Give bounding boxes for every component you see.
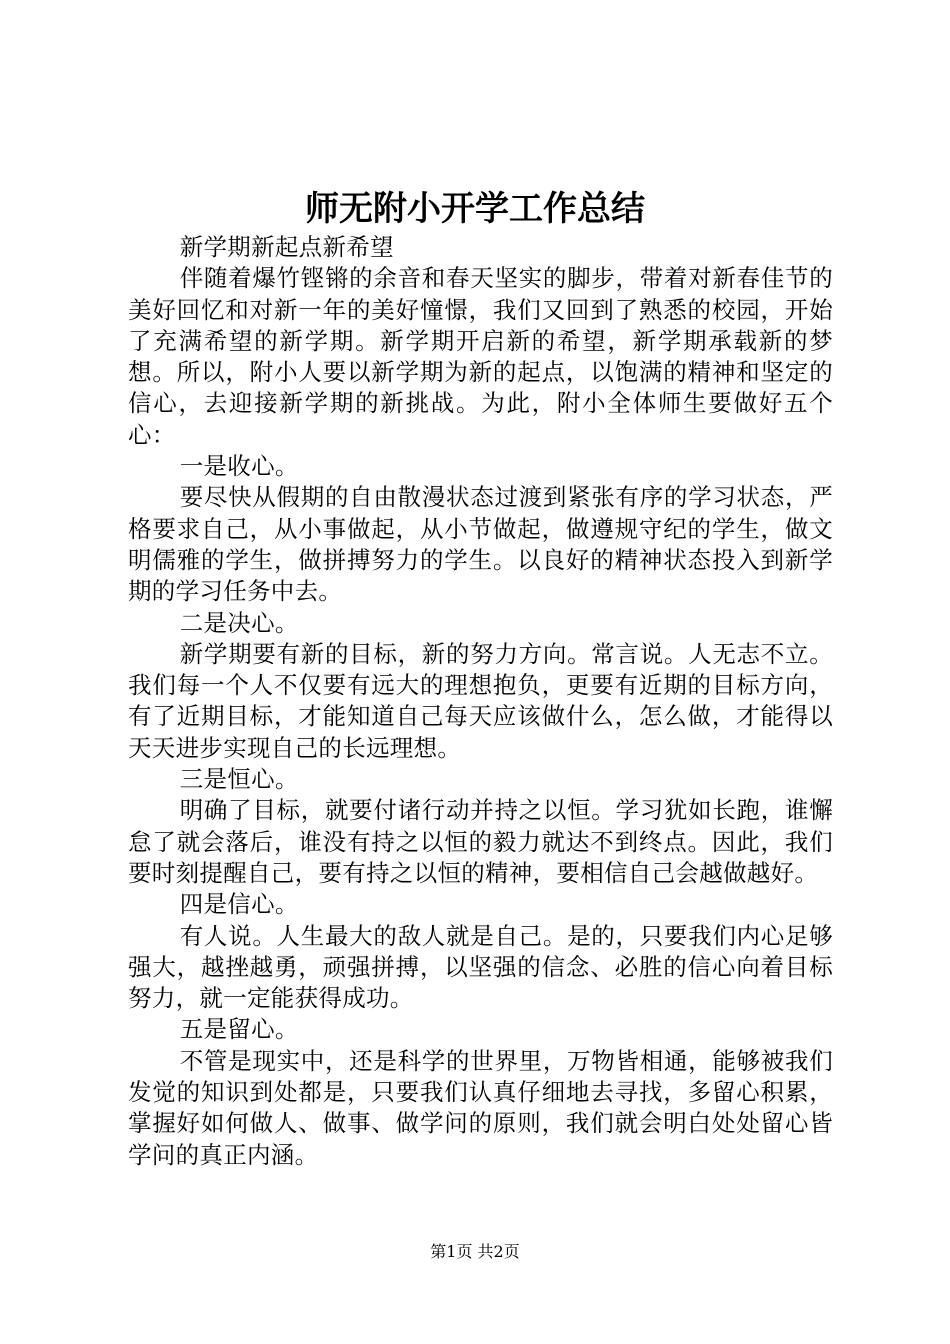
- document-title: 师无附小开学工作总结: [305, 189, 645, 229]
- paragraph-shouxin: 要尽快从假期的自由散漫状态过渡到紧张有序的学习状态，严格要求自己，从小事做起，从小节做起，做遵规守纪的学生，做文明儒雅的学生，做拼搏努力的学生。以良好的精神状态投入到新学期的学习任务中去。: [128, 483, 833, 606]
- paragraph-liuxin: 不管是现实中，还是科学的世界里，万物皆相通，能够被我们发觉的知识到处都是，只要我们认真仔细地去寻找，多留心积累，掌握好如何做人、做事、做学问的原则，我们就会明白处处留心皆学问的真正内涵。: [128, 1046, 833, 1169]
- heading-hengxin: 三是恒心。: [179, 765, 299, 794]
- heading-shouxin: 一是收心。: [179, 452, 299, 481]
- paragraph-juexin: 新学期要有新的目标，新的努力方向。常言说。人无志不立。我们每一个人不仅要有远大的理想抱负，更要有近期的目标方向，有了近期目标，才能知道自己每天应该做什么，怎么做，才能得以天天进步实现自己的长远理想。: [128, 639, 833, 762]
- page-footer: 第1页 共2页: [430, 1242, 520, 1261]
- paragraph-hengxin: 明确了目标，就要付诸行动并持之以恒。学习犹如长跑，谁懈怠了就会落后，谁没有持之以恒的毅力就达不到终点。因此，我们要时刻提醒自己，要有持之以恒的精神，要相信自己会越做越好。: [128, 796, 833, 887]
- document-body: [128, 232, 833, 1171]
- paragraph-intro: 伴随着爆竹铿锵的余音和春天坚实的脚步，带着对新春佳节的美好回忆和对新一年的美好憧憬，我们又回到了熟悉的校园，开始了充满希望的新学期。新学期开启新的希望，新学期承载新的梦想。所以，附小人要以新学期为新的起点，以饱满的精神和坚定的信心，去迎接新学期的新挑战。为此，附小全体师生要做好五个心：: [128, 264, 833, 449]
- heading-liuxin: 五是留心。: [179, 1015, 299, 1044]
- paragraph-xinxin: 有人说。人生最大的敌人就是自己。是的，只要我们内心足够强大，越挫越勇，顽强拼搏，以坚强的信念、必胜的信心向着目标努力，就一定能获得成功。: [128, 921, 833, 1013]
- heading-xinxin: 四是信心。: [179, 890, 299, 919]
- heading-juexin: 二是决心。: [179, 608, 299, 637]
- paragraph-subtitle: 新学期新起点新希望: [179, 233, 394, 261]
